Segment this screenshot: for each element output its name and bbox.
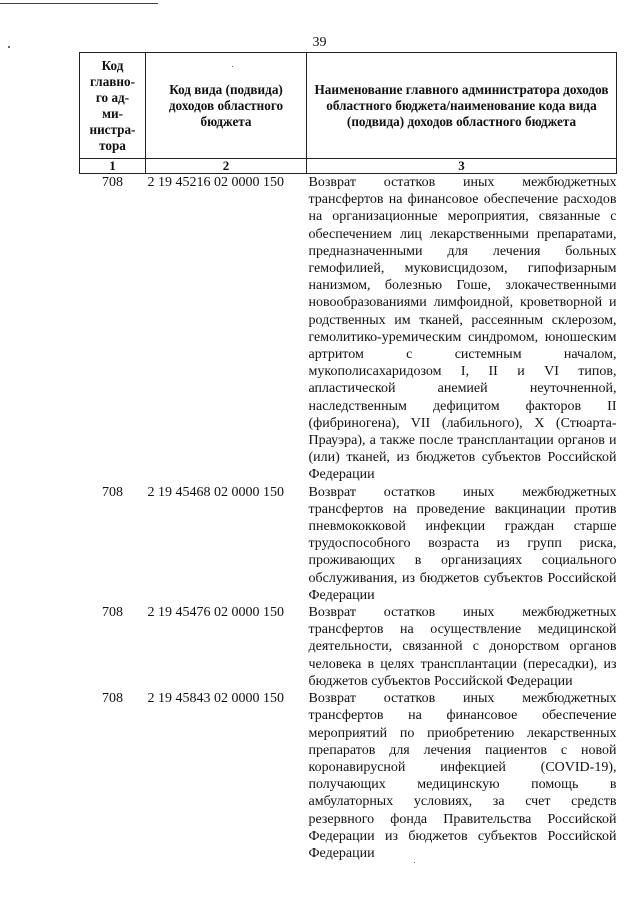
revenue-code-cell: 2 19 45476 02 0000 150	[147, 605, 284, 621]
table-body	[80, 174, 617, 863]
admin-code-cell: 708	[102, 484, 123, 500]
column-number-row	[80, 159, 617, 174]
header-revenue-code: Код вида (подвида) доходов областного бюджета	[146, 53, 307, 159]
column-number-1: 1	[80, 159, 146, 174]
name-cell: Возврат остатков иных межбюджетных трансфертов на финансовое обеспечение расходов на организационные мероприятия, связанные с обеспечением лиц лекарственными препаратами, предназначенными для лечения больных гемофилией, муковисцидозом, гипофизарным нанизмом, болезнью Гоше, злокачественными новообразованиями лимфоидной, кроветворной и родственных им тканей, рассеянным склерозом, гемолитико-уремическим синдромом, юношеским артритом с системным началом, мукополисахаридозом I, II и VI типов, апластической анемией неуточненной, наследственным дефицитом факторов II (фибриногена), VII (лабильного), X (Стюарта-Прауэра), а также после трансплантации органов и (или) тканей, из бюджетов субъектов Российской Федерации	[308, 175, 617, 483]
name-cell: Возврат остатков иных межбюджетных трансфертов на проведение вакцинации против пневмококковой инфекции граждан старше трудоспособного возраста из групп риска, проживающих в организациях социального обслуживания, из бюджетов субъектов Российской Федерации	[308, 484, 617, 603]
scan-speck	[414, 862, 415, 863]
revenue-code-cell: 2 19 45843 02 0000 150	[147, 691, 284, 707]
header-name: Наименование главного администратора доходов областного бюджета/наименование кода вида (подвида) доходов областного бюджета	[307, 53, 617, 159]
column-number-2: 2	[146, 159, 307, 174]
name-cell: Возврат остатков иных межбюджетных трансфертов на осуществление медицинской деятельности, связанной с донорством органов человека в целях трансплантации (пересадки), из бюджетов субъектов Российской Федерации	[308, 605, 617, 689]
table-row	[80, 604, 617, 690]
page-number: 39	[312, 35, 327, 50]
revenue-code-cell: 2 19 45216 02 0000 150	[147, 175, 284, 190]
revenue-code-cell: 2 19 45468 02 0000 150	[147, 484, 284, 500]
top-edge-rule	[0, 3, 158, 4]
header-admin-code: Код главно- го ад- ми- нистра- тора	[80, 53, 146, 159]
admin-code-cell: 708	[102, 691, 123, 707]
table-row	[80, 484, 617, 604]
revenue-codes-table	[79, 52, 617, 862]
table-row	[80, 174, 617, 484]
table-row	[80, 690, 617, 862]
column-number-3: 3	[307, 159, 617, 174]
name-cell: Возврат остатков иных межбюджетных трансфертов на финансовое обеспечение мероприятий по приобретению лекарственных препаратов для лечения пациентов с новой коронавирусной инфекцией (COVID-19), получающих медицинскую помощь в амбулаторных условиях, за счет средств резервного фонда Правительства Российской Федерации из бюджетов субъектов Российской Федерации	[308, 691, 617, 861]
admin-code-cell: 708	[102, 605, 123, 621]
table-header-row	[80, 53, 617, 159]
admin-code-cell: 708	[102, 175, 123, 190]
